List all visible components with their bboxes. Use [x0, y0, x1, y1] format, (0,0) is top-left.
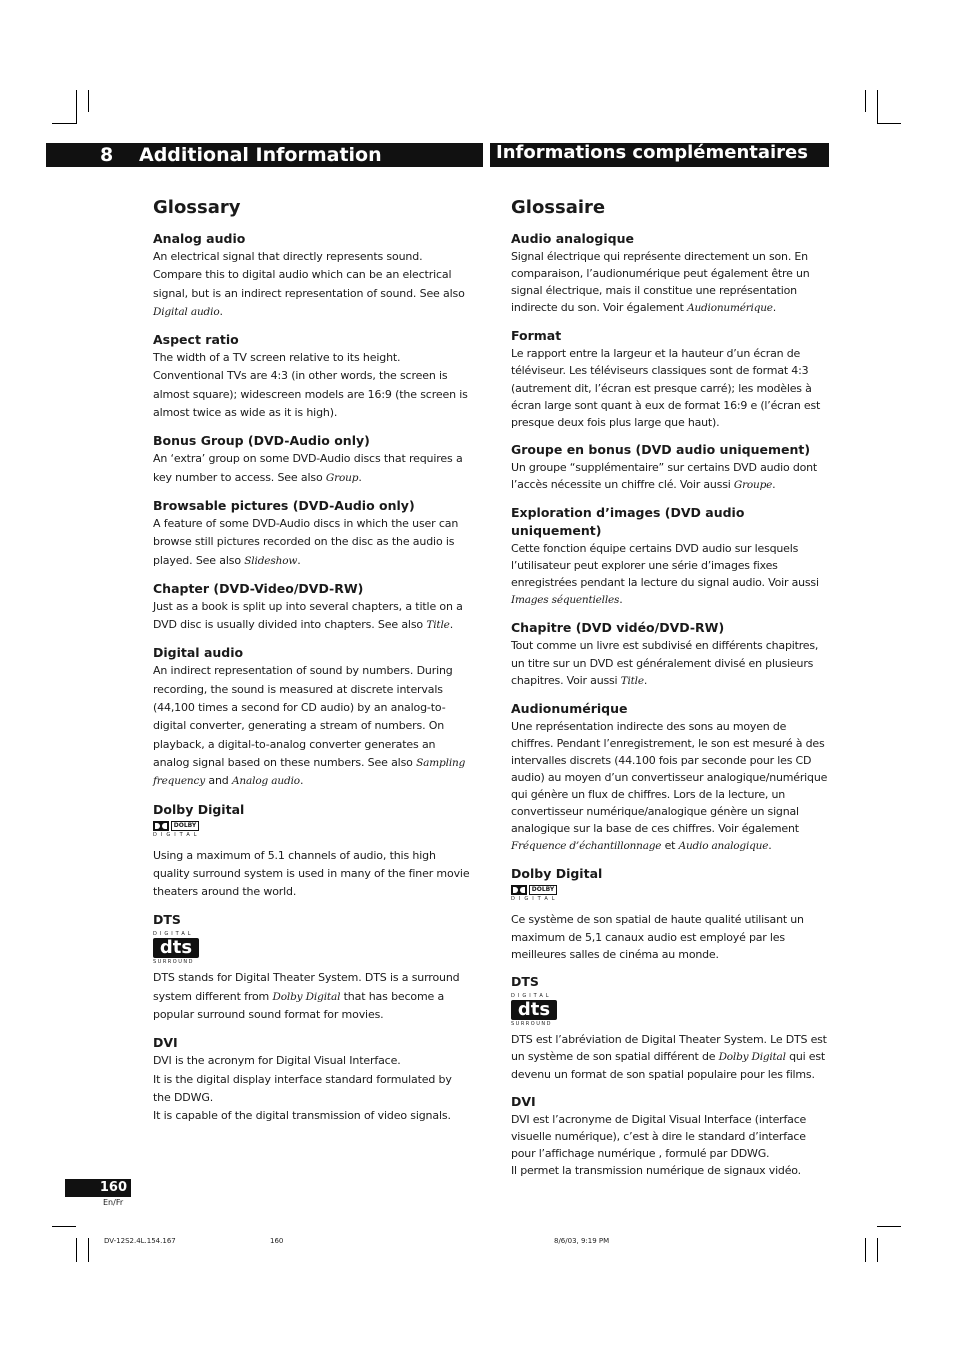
entry-term: Exploration d’images (DVD audio uniquement) — [511, 505, 745, 539]
crop-mark — [52, 1226, 76, 1227]
entry-definition: Cette fonction équipe certains DVD audio sur lesquels l’utilisateur peut explorer une série d’images fixes enregistrées pendant la lecture du signal audio. Voir aussi Images séquentielles. — [511, 542, 819, 607]
entry-term: Dolby Digital — [511, 866, 603, 882]
double-d-icon — [153, 821, 169, 831]
entry-term: Chapter (DVD-Video/DVD-RW) — [153, 580, 364, 596]
crop-mark — [865, 90, 866, 112]
entry-term: Digital audio — [153, 645, 244, 661]
glossary-entry — [511, 504, 831, 609]
dolby-logo-word: DOLBY — [529, 885, 557, 895]
dts-logo-bottom: SURROUND — [153, 959, 194, 966]
glossary-entry — [153, 497, 471, 570]
crop-mark — [52, 123, 76, 124]
header-title-french: Informations complémentaires — [496, 142, 808, 163]
dts-logo-icon — [511, 993, 559, 1027]
glossary-entry-dts — [511, 973, 831, 1083]
entry-definition: An indirect representation of sound by numbers. During recording, the sound is measured at discrete intervals (44,100 times a second for CD audio) by an analog-to-digital converter, generating a stream of numbers. On playback, a digital-to-analog converter generates an analog signal based on these numbers. See also Sampling frequency and Analog audio. — [153, 664, 466, 788]
entry-definition: The width of a TV screen relative to its height. Conventional TVs are 4:3 (in other words, the screen is almost square); widescreen models are 16:9 (the screen is almost twice as wide as it is high). — [153, 351, 468, 420]
entry-term: Audio analogique — [511, 231, 634, 246]
dolby-logo-word: DOLBY — [171, 821, 199, 831]
entry-definition: An ‘extra’ group on some DVD-Audio discs that requires a key number to access. See also Group. — [153, 452, 463, 484]
section-title-glossary: Glossary — [153, 197, 241, 218]
entry-term: Dolby Digital — [153, 801, 245, 817]
entry-definition: DTS est l’abréviation de Digital Theater System. Le DTS est un système de son spatial différent de Dolby Digital qui est devenu un format de son spatial populaire pour les films. — [511, 1032, 827, 1081]
footer-page: 160 — [270, 1237, 284, 1245]
entry-term: Chapitre (DVD vidéo/DVD-RW) — [511, 620, 725, 636]
french-column — [511, 196, 831, 1189]
header-title-english: Additional Information — [139, 144, 382, 166]
footer-date: 8/6/03, 9:19 PM — [554, 1237, 610, 1245]
entry-definition: Il permet la transmission numérique de signaux vidéo. — [511, 1164, 801, 1178]
glossary-entry — [511, 441, 831, 494]
entry-term: DVI — [511, 1094, 536, 1109]
crop-mark — [877, 1238, 878, 1262]
double-d-icon — [511, 885, 527, 895]
glossary-entry-dvi — [153, 1034, 471, 1125]
dts-logo-main: dts — [153, 938, 199, 958]
glossary-entry — [153, 331, 471, 422]
entry-definition: Using a maximum of 5.1 channels of audio, this high quality surround system is used in many of the finer movie theaters around the world. — [153, 848, 470, 899]
crop-mark — [877, 1226, 901, 1227]
chapter-number: 8 — [100, 144, 114, 166]
dts-logo-icon — [153, 931, 201, 965]
dts-logo-top: DIGITAL — [511, 992, 552, 999]
entry-definition: Le rapport entre la largeur et la hauteur d’un écran de téléviseur. Les téléviseurs classiques sont de format 4:3 (autrement dit, l’écran est presque carré); les modèles à écran large sont quant à eux de format 16:9 e (l’écran est presque deux fois plus large que haut). — [511, 347, 821, 429]
entry-definition: An electrical signal that directly represents sound. Compare this to digital audio which can be an electrical signal, but is an indirect representation of sound. See also Digital audio. — [153, 250, 465, 318]
dts-logo-top: DIGITAL — [153, 931, 194, 938]
entry-term: Aspect ratio — [153, 332, 239, 348]
crop-mark — [76, 90, 77, 124]
entry-term: DTS — [511, 973, 539, 989]
entry-definition: It is capable of the digital transmission of video signals. — [153, 1109, 451, 1123]
entry-term: DTS — [153, 912, 181, 928]
glossary-entry — [153, 644, 471, 790]
glossary-entry — [153, 230, 471, 321]
section-title-glossaire: Glossaire — [511, 197, 606, 218]
entry-definition: Une représentation indirecte des sons au moyen de chiffres. Pendant l’enregistrement, le son est mesuré à des intervalles discrets (44.100 fois par seconde pour les CD audio) au moyen d’un convertisseur analogique/numérique qui génère un flux de chiffres. Lors de la lecture, un convertisseur numérique/analogique génère un signal analogique sur la base de ces chiffres. Voir également Fréquence d’échantillonnage et Audio analogique. — [511, 719, 828, 853]
entry-term: Groupe en bonus (DVD audio uniquement) — [511, 441, 811, 457]
dolby-digital-logo-icon — [511, 885, 559, 901]
crop-mark — [877, 123, 901, 124]
crop-mark — [76, 1238, 77, 1262]
glossary-entry — [511, 700, 831, 856]
glossary-entry — [511, 230, 831, 317]
glossary-entry — [153, 580, 471, 635]
entry-definition: Just as a book is split up into several chapters, a title on a DVD disc is usually divided into chapters. See also Title. — [153, 599, 463, 632]
entry-definition: Signal électrique qui représente directement un son. En comparaison, l’audionumérique peut également être un signal électrique, mais il constitue une représentation indirecte du son. Voir également Audionumérique. — [511, 250, 810, 315]
glossary-entry — [153, 432, 471, 487]
crop-mark — [865, 1238, 866, 1262]
glossary-entry — [511, 619, 831, 689]
glossary-entry-dts — [153, 911, 471, 1024]
glossary-entry-dolby — [153, 801, 471, 902]
entry-term: Format — [511, 328, 562, 344]
crop-mark — [88, 1238, 89, 1262]
entry-definition: Ce système de son spatial de haute qualité utilisant un maximum de 5,1 canaux audio est employé par les meilleures salles de cinéma au monde. — [511, 913, 804, 961]
entry-definition: Un groupe “supplémentaire” sur certains DVD audio dont l’accès nécessite un chiffre clé. Voir aussi Groupe. — [511, 460, 818, 491]
page-language: En/Fr — [103, 1198, 124, 1207]
dts-logo-main: dts — [511, 1000, 557, 1020]
crop-mark — [877, 90, 878, 124]
dolby-logo-sub: DIGITAL — [153, 831, 201, 838]
entry-definition: It is the digital display interface standard formulated by the DDWG. — [153, 1072, 452, 1104]
footer-file: DV-12S2.4L.154.167 — [104, 1237, 176, 1245]
crop-mark — [88, 90, 89, 112]
entry-definition: DVI est l’acronyme de Digital Visual Interface (interface visuelle numérique), c’est à dire le standard d’interface pour l’affichage numérique , formulé par DDWG. — [511, 1113, 807, 1161]
page-number: 160 — [99, 1180, 127, 1195]
glossary-entry-dvi — [511, 1093, 831, 1179]
entry-term: Bonus Group (DVD-Audio only) — [153, 433, 370, 449]
entry-term: Audionumérique — [511, 700, 628, 716]
entry-term: DVI — [153, 1035, 178, 1051]
entry-term: Browsable pictures (DVD-Audio only) — [153, 497, 415, 513]
entry-definition: A feature of some DVD-Audio discs in which the user can browse still pictures recorded on the disc as the audio is played. See also Slideshow. — [153, 516, 459, 567]
dts-logo-bottom: SURROUND — [511, 1020, 552, 1027]
entry-definition: DVI is the acronym for Digital Visual Interface. — [153, 1054, 401, 1068]
glossary-entry — [511, 327, 831, 430]
entry-definition: DTS stands for Digital Theater System. DTS is a surround system different from Dolby Digital that has become a popular surround sound format for movies. — [153, 971, 460, 1022]
entry-definition: Tout comme un livre est subdivisé en différents chapitres, un titre sur un DVD est généralement divisé en plusieurs chapitres. Voir aussi Title. — [511, 639, 819, 687]
english-column — [153, 196, 471, 1136]
entry-term: Analog audio — [153, 231, 246, 246]
dolby-digital-logo-icon — [153, 821, 201, 837]
glossary-entry-dolby — [511, 865, 831, 962]
dolby-logo-sub: DIGITAL — [511, 896, 559, 903]
